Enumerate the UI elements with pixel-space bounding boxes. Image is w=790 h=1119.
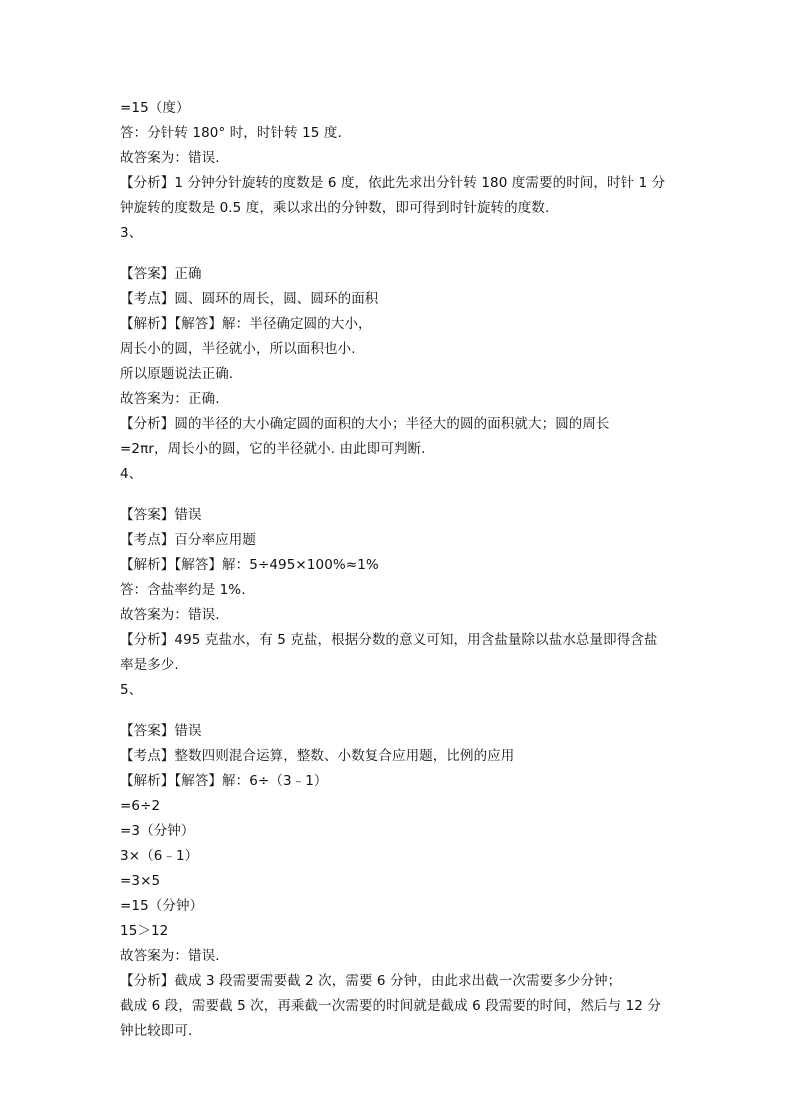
analysis-line: =2πr，周长小的圆，它的半径就小. 由此即可判断. — [120, 441, 426, 457]
analysis-line: 【分析】495 克盐水，有 5 克盐，根据分数的意义可知，用含盐量除以盐水总量即得含盐 — [120, 632, 658, 648]
analysis-line: 钟旋转的度数是 0.5 度，乘以求出的分钟数，即可得到时针旋转的度数. — [120, 200, 550, 216]
solution-line: 【解析】【解答】解：5÷495×100%≈1% — [120, 557, 379, 573]
conclusion-line: 故答案为：正确. — [120, 391, 220, 407]
spacer — [120, 246, 680, 262]
topic-line: 【考点】百分率应用题 — [120, 532, 256, 548]
question-number: 4、 — [120, 466, 143, 482]
analysis-line: 【分析】截成 3 段需要需要截 2 次，需要 6 分钟，由此求出截一次需要多少分钟； — [120, 973, 622, 989]
answer-result: 【答案】正确 — [120, 266, 202, 282]
solution-line: 所以原题说法正确. — [120, 366, 234, 382]
analysis-line: 【分析】1 分钟分针旋转的度数是 6 度，依此先求出分针转 180 度需要的时间，时针 1 分 — [120, 175, 666, 191]
calc-line: =15（度） — [120, 100, 190, 116]
question-number: 5、 — [120, 682, 143, 698]
analysis-line: 钟比较即可. — [120, 1023, 193, 1039]
calc-line: =15（分钟） — [120, 898, 204, 914]
answer-content — [120, 96, 680, 1044]
conclusion-line: 故答案为：错误. — [120, 948, 220, 964]
analysis-line: 【分析】圆的半径的大小确定圆的面积的大小；半径大的圆的面积就大；圆的周长 — [120, 416, 610, 432]
spacer — [120, 703, 680, 719]
calc-line: 15＞12 — [120, 923, 169, 939]
analysis-line: 率是多少. — [120, 657, 179, 673]
topic-line: 【考点】整数四则混合运算，整数、小数复合应用题，比例的应用 — [120, 748, 515, 764]
answer-result: 【答案】错误 — [120, 723, 202, 739]
calc-line: =6÷2 — [120, 798, 161, 814]
analysis-line: 截成 6 段，需要截 5 次，再乘截一次需要的时间就是截成 6 段需要的时间，然后与 12 分 — [120, 998, 661, 1014]
topic-line: 【考点】圆、圆环的周长，圆、圆环的面积 — [120, 291, 379, 307]
calc-line: =3×5 — [120, 873, 161, 889]
question-number: 3、 — [120, 225, 143, 241]
calc-line: 3×（6﹣1） — [120, 848, 199, 864]
answer-result: 【答案】错误 — [120, 507, 202, 523]
solution-line: 周长小的圆，半径就小，所以面积也小. — [120, 341, 356, 357]
calc-line: =3（分钟） — [120, 823, 195, 839]
answer-line: 答：分针转 180° 时，时针转 15 度. — [120, 125, 342, 141]
solution-line: 【解析】【解答】解：6÷（3﹣1） — [120, 773, 328, 789]
conclusion-line: 故答案为：错误. — [120, 607, 220, 623]
solution-line: 【解析】【解答】解：半径确定圆的大小， — [120, 316, 372, 332]
answer-line: 答：含盐率约是 1%. — [120, 582, 246, 598]
spacer — [120, 487, 680, 503]
conclusion-line: 故答案为：错误. — [120, 150, 220, 166]
